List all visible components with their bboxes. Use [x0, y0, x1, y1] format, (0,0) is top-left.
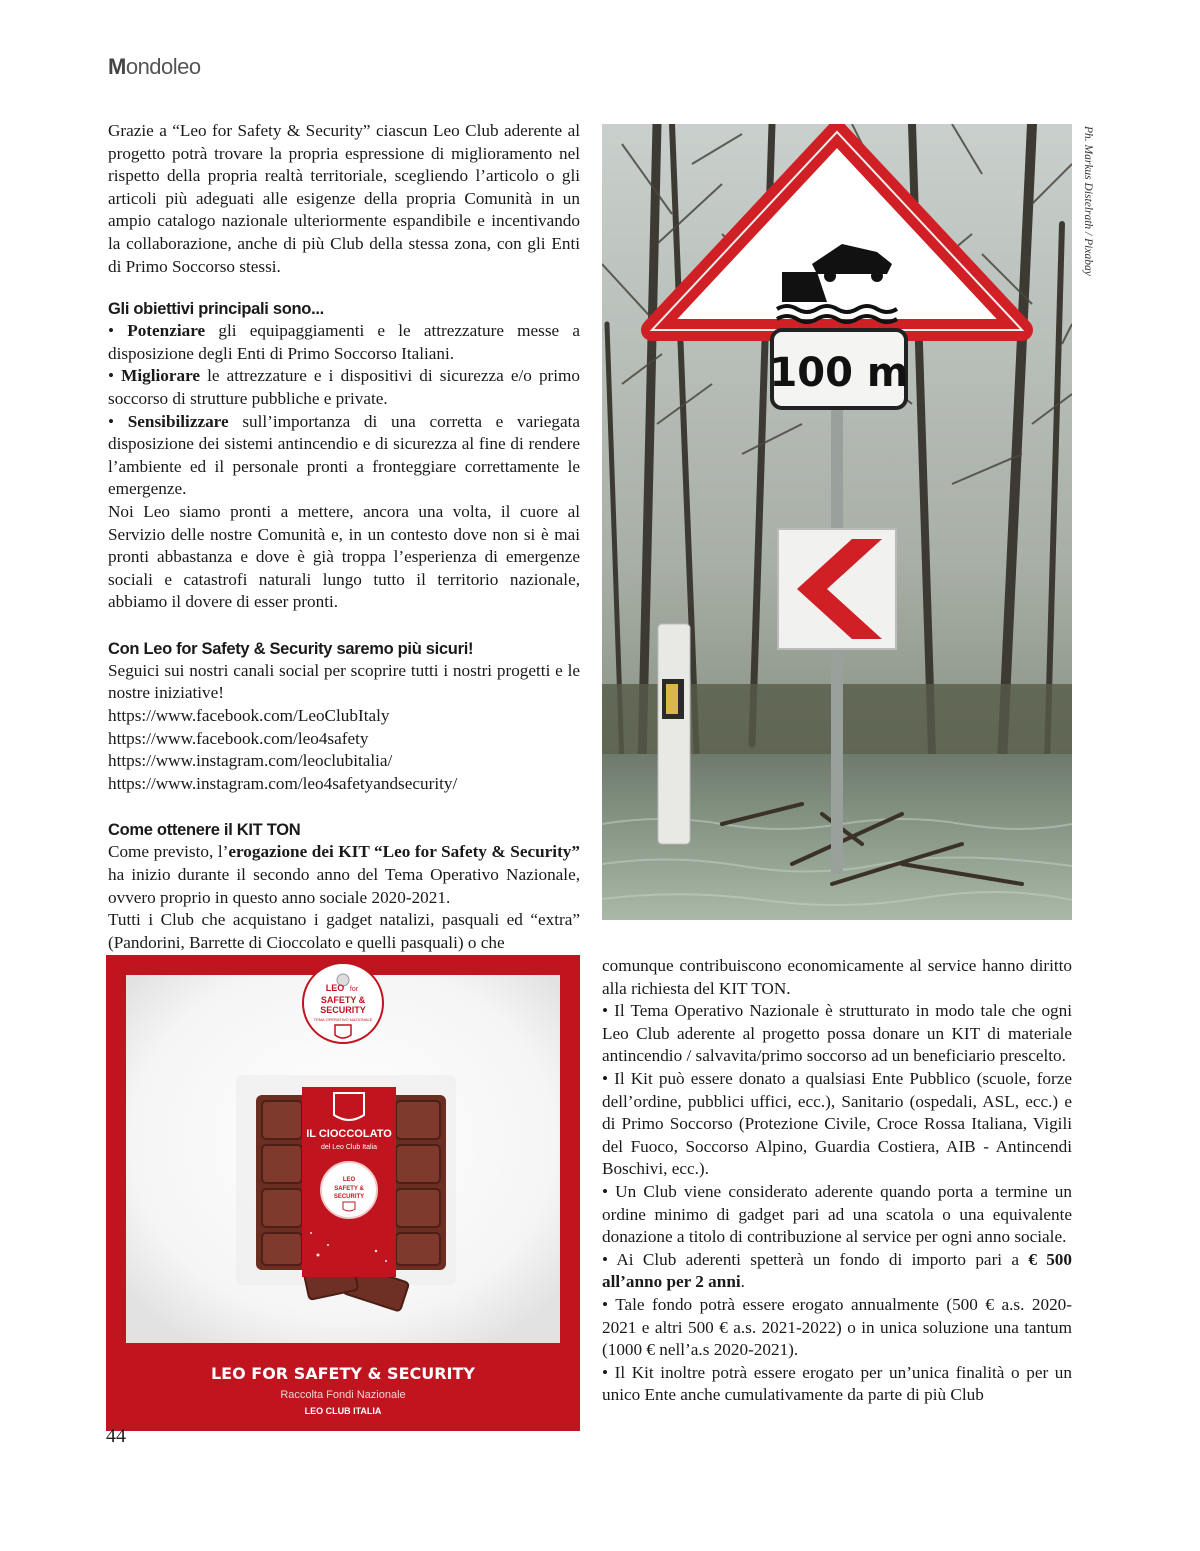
social-link-facebook-leoclubitaly[interactable]: https://www.facebook.com/LeoClubItaly: [108, 706, 390, 726]
chocolate-promo-image: [106, 955, 580, 1431]
objective-text: le attrezzature e i dispositivi di sicurezza e/o primo soccorso di strutture pubbliche e private.: [108, 366, 580, 408]
badge-small: TEMA OPERATIVO NAZIONALE: [313, 1017, 373, 1022]
badge-for: for: [349, 986, 359, 993]
social-heading: Con Leo for Safety & Security saremo più sicuri!: [108, 639, 474, 658]
wrapper-badge-leo: LEO: [342, 1177, 356, 1183]
social-intro: Seguici sui nostri canali social per scoprire tutti i nostri progetti e le nostre iniziative!: [108, 660, 580, 703]
promo-title: LEO FOR SAFETY & SECURITY: [210, 1364, 476, 1383]
right-bullet-3: • Un Club viene considerato aderente quando porta a termine un ordine minimo di gadget pari ad una scatola o una equivalente donazione a titolo di contribuzione al service per ogni anno sociale.: [602, 1181, 1072, 1247]
photo-credit: [1082, 126, 1104, 326]
objective-text: gli equipaggiamenti e le attrezzature messe a disposizione degli Enti di Primo Soccorso Italiani.: [108, 321, 580, 363]
closing-paragraph: Noi Leo siamo pronti a mettere, ancora una volta, il cuore al Servizio delle nostre Comunità e, in un contesto dove non si è mai pronti abbastanza e dove è già troppa l’esperienza di emergenze sociali e catastrofi naturali lungo tutto il territorio nazionale, abbiamo il dovere di esser pronti.: [108, 501, 580, 612]
promo-subtitle: Raccolta Fondi Nazionale: [280, 1389, 406, 1401]
objective-item: • Migliorare le attrezzature e i dispositivi di sicurezza e/o primo soccorso di strutture pubbliche e private.: [108, 366, 580, 408]
objective-keyword: Migliorare: [121, 366, 201, 386]
intro-paragraph: Grazie a “Leo for Safety & Security” ciascun Leo Club aderente al progetto potrà trovare la propria espressione di miglioramento nel rispetto della propria realtà territoriale, scegliendo l’articolo o gli articoli più adeguati alle esigenze della propria Comunità in un ampio catalogo nazionale ulteriormente espandibile e incentivando la collaborazione, anche di più Club della stessa zona, con gli Enti di Primo Soccorso stessi.: [108, 121, 580, 276]
right-bullet-4: [602, 1249, 1072, 1294]
social-link-instagram-leo4safetyandsecurity[interactable]: https://www.instagram.com/leo4safetyandsecurity/: [108, 773, 458, 793]
objective-keyword: Potenziare: [127, 321, 206, 341]
right-paragraph-1: comunque contribuiscono economicamente al service hanno diritto alla richiesta del KIT TON.: [602, 956, 1072, 998]
right-bullet-6: • Il Kit inoltre potrà essere erogato per un’unica finalità o per un unico Ente anche cumulativamente da parte di più Club: [602, 1362, 1072, 1405]
social-link-facebook-leo4safety[interactable]: https://www.facebook.com/leo4safety: [108, 728, 369, 748]
objectives-heading: Gli obiettivi principali sono...: [108, 300, 324, 319]
promo-org: LEO CLUB ITALIA: [304, 1406, 382, 1416]
objective-text: sull’importanza di una corretta e variegata disposizione dei sistemi antincendio e di sicurezza al fine di rendere l’ambiente ed il personale pronti a fronteggiare correttamente le emergenze.: [108, 411, 580, 499]
masthead-initial: M: [108, 54, 126, 79]
kit-p1-bold: erogazione dei KIT “Leo for Safety & Security”: [228, 842, 580, 862]
kit-paragraph-1: [108, 841, 580, 909]
photo-illustration: [602, 124, 1072, 920]
b4-start: • Ai Club aderenti spetterà un fondo di importo pari a: [602, 1249, 1029, 1269]
right-bullet-5: • Tale fondo potrà essere erogato annualmente (500 € a.s. 2020-2021 e altri 500 € a.s. 2021-2022) o in unica soluzione una tantum (1000 € nell’a.s 2020-2021).: [602, 1294, 1072, 1360]
badge-leo: LEO: [325, 983, 345, 993]
b4-bold: € 500 all’anno per 2 anni: [602, 1249, 1072, 1292]
kit-p1-start: Come previsto, l’: [108, 842, 229, 862]
left-column: [108, 120, 580, 954]
wrapper-badge-line2: SECURITY: [333, 1194, 365, 1200]
sign-distance-text: 100 m: [769, 350, 909, 396]
objective-item: • Potenziare gli equipaggiamenti e le attrezzature messe a disposizione degli Enti di Primo Soccorso Italiani.: [108, 321, 580, 363]
badge-line1: SAFETY &: [320, 995, 366, 1005]
social-link-instagram-leoclubitalia[interactable]: https://www.instagram.com/leoclubitalia/: [108, 751, 393, 771]
wrapper-subtitle: del Leo Club Italia: [320, 1144, 378, 1151]
kit-heading: Come ottenere il KIT TON: [108, 821, 301, 840]
b4-end: .: [740, 1272, 745, 1292]
right-bullet-1: • Il Tema Operativo Nazionale è strutturato in modo tale che ogni Leo Club aderente al progetto possa donare un KIT di materiale antincendio / salvavita/primo soccorso ad un beneficiario prescelto.: [602, 1001, 1072, 1066]
photo-credit-text: Ph. Markus Distelrath / Pixabay: [1082, 126, 1094, 276]
right-bullet-2: • Il Kit può essere donato a qualsiasi Ente Pubblico (scuole, forze dell’ordine, pubblici uffici, ecc.), Sanitario (ospedali, ASL, ecc.) e di Primo Soccorso (Protezione Civile, Croce Rossa Italiana, Vigili del Fuoco, Soccorso Alpino, Guardia Costiera, AIB - Antincendi Boschivi, ecc.).: [602, 1068, 1072, 1179]
kit-paragraph-2: Tutti i Club che acquistano i gadget natalizi, pasquali ed “extra” (Pandorini, Barrette di Cioccolato e quelli pasquali) o che: [108, 910, 580, 952]
promo-illustration: [106, 955, 580, 1431]
right-column: [602, 955, 1072, 1407]
objective-item: • Sensibilizzare sull’importanza di una corretta e variegata disposizione dei sistemi antincendio e di sicurezza al fine di rendere l’ambiente ed il personale pronti a fronteggiare correttamente le emergenze.: [108, 411, 580, 499]
objective-keyword: Sensibilizzare: [127, 411, 229, 431]
flood-road-sign-photo: [602, 124, 1072, 920]
wrapper-badge-line1: SAFETY &: [334, 1186, 364, 1192]
badge-line2: SECURITY: [320, 1005, 366, 1015]
kit-p1-end: ha inizio durante il secondo anno del Tema Operativo Nazionale, ovvero proprio in questo anno sociale 2020-2021.: [108, 865, 580, 907]
wrapper-title: IL CIOCCOLATO: [306, 1128, 392, 1140]
page-number: 44: [106, 1425, 126, 1447]
magazine-masthead: [108, 54, 201, 80]
masthead-rest: ondoleo: [125, 54, 201, 79]
